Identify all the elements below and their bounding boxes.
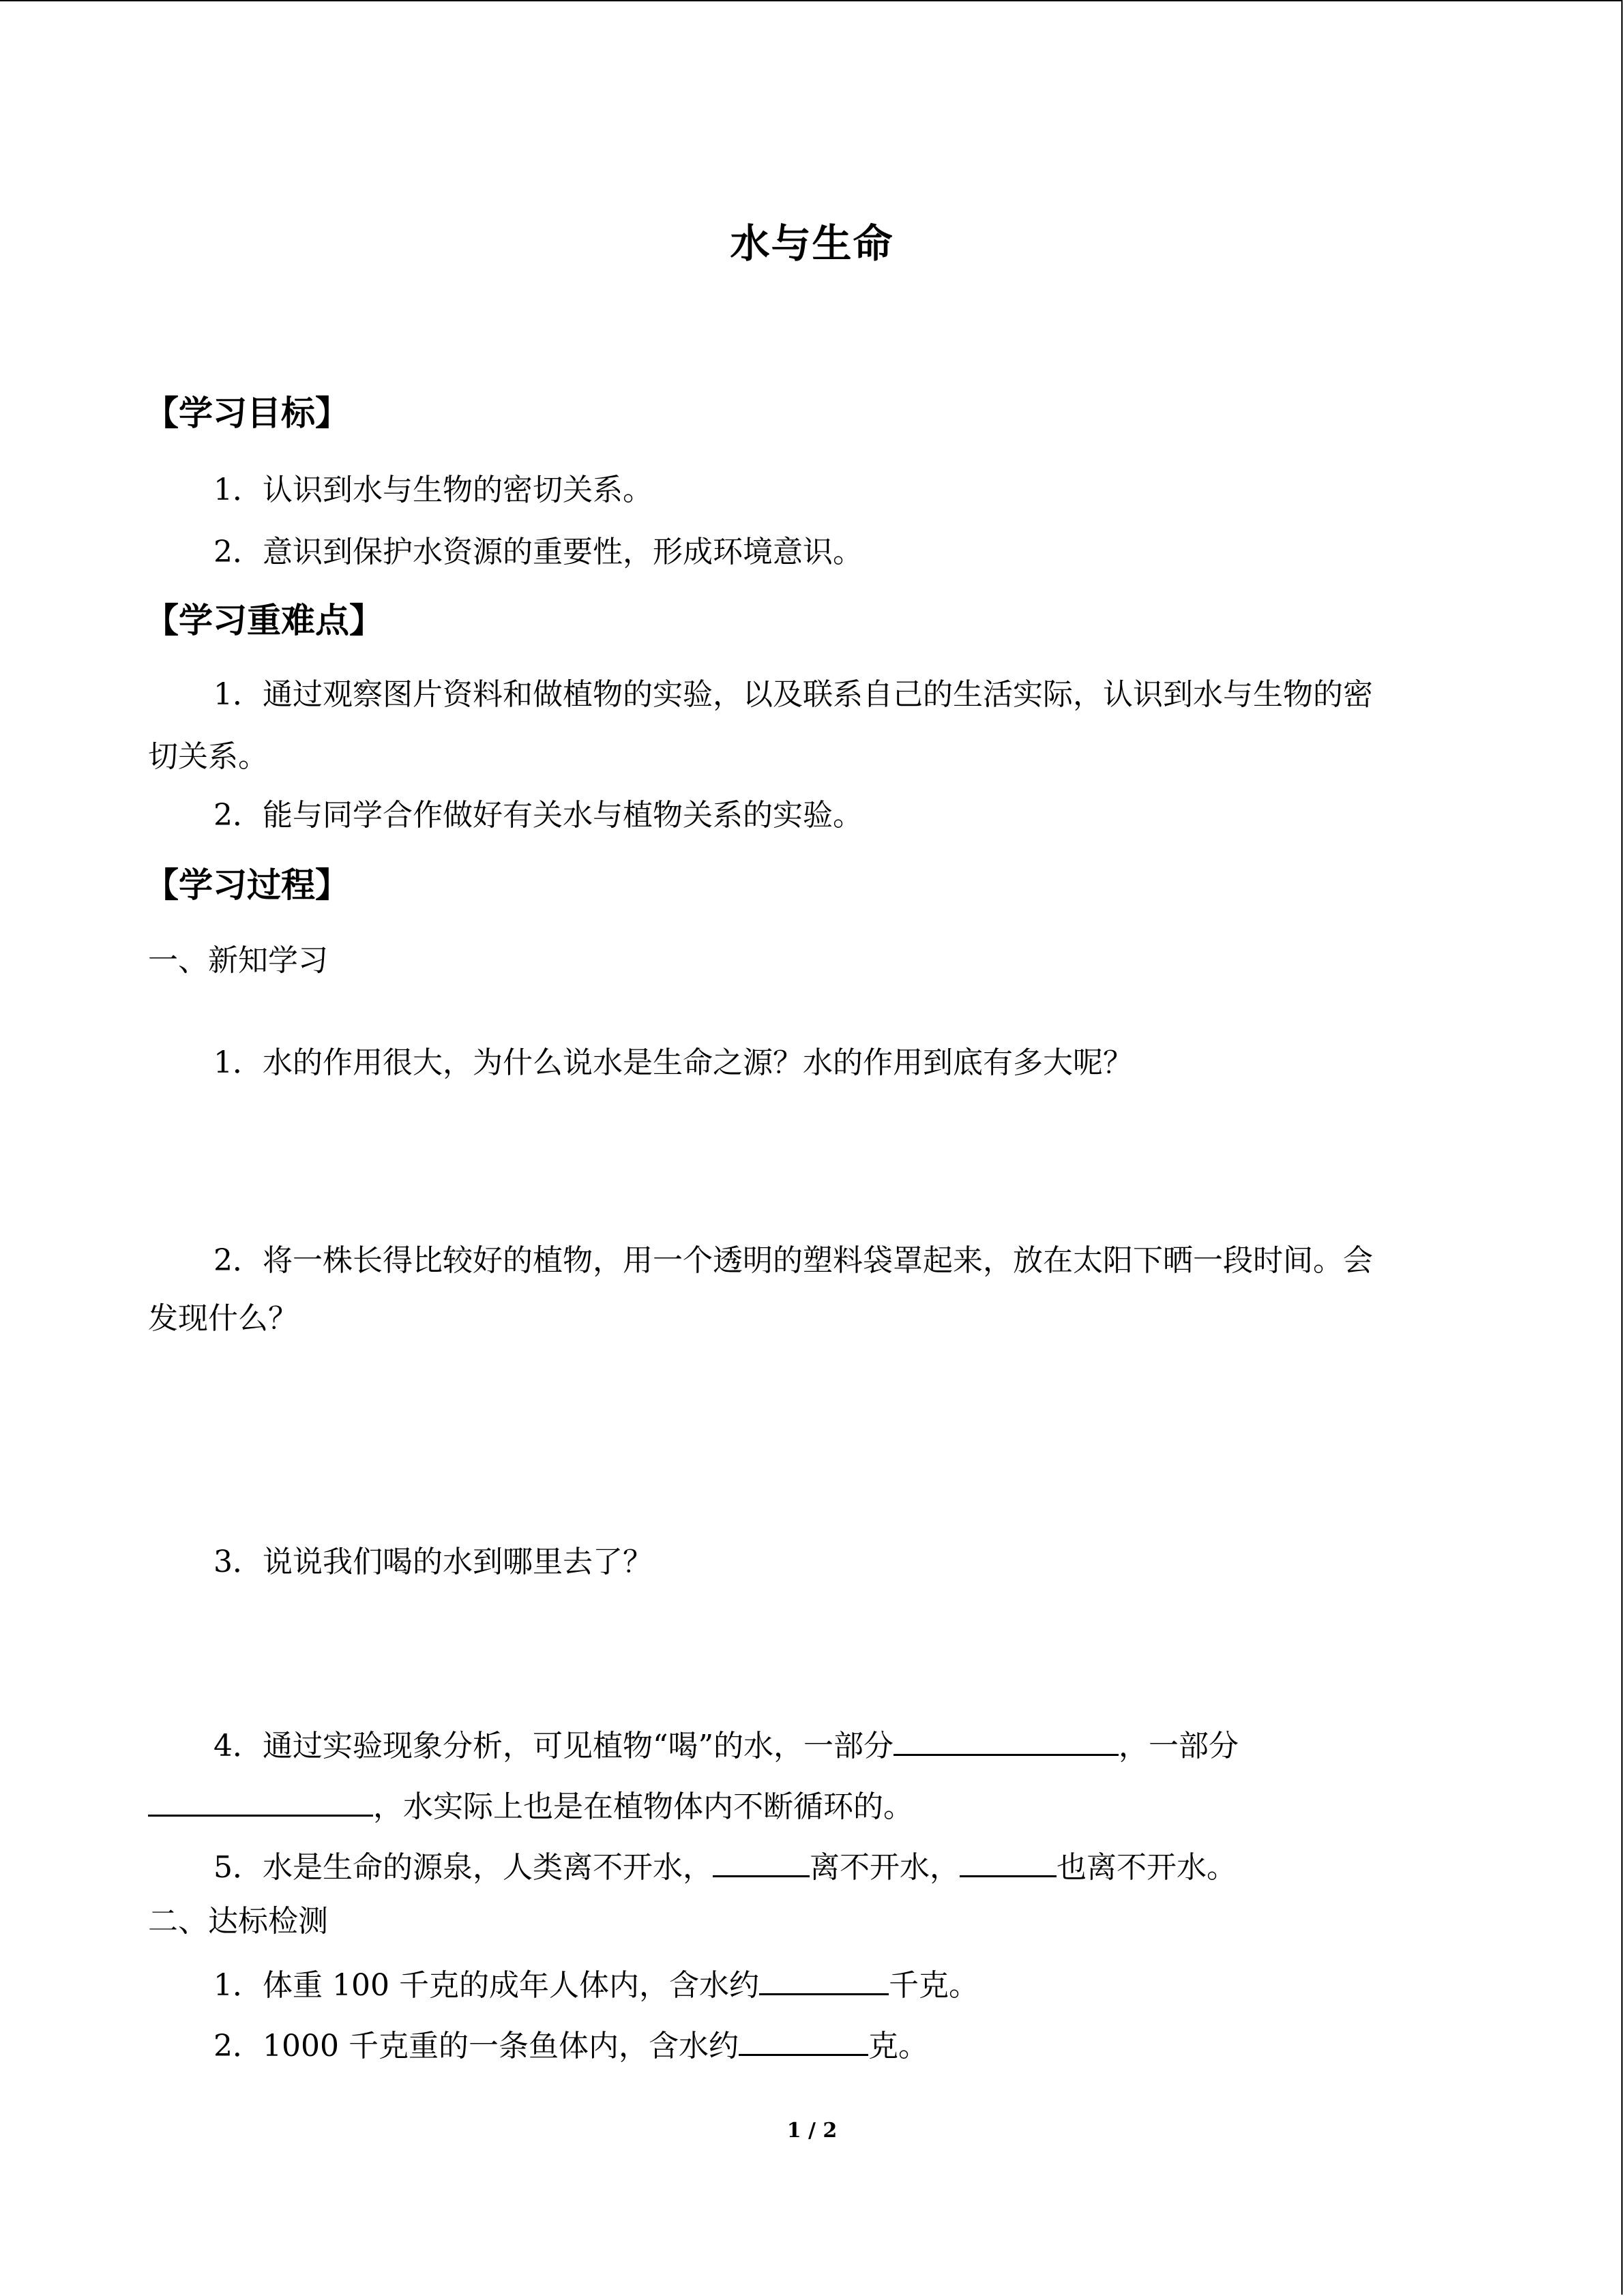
key-point-item-2: 2．能与同学合作做好有关水与植物关系的实验。: [213, 798, 863, 833]
question-5: [213, 1848, 1237, 1883]
page-title: 水与生命: [730, 220, 894, 267]
question-2-line-1: 2．将一株长得比较好的植物，用一个透明的塑料袋罩起来，放在太阳下晒一段时间。会: [213, 1243, 1373, 1278]
question-4-text-c: ，水实际上也是在植物体内不断循环的。: [373, 1789, 913, 1824]
objective-item-2: 2．意识到保护水资源的重要性，形成环境意识。: [213, 535, 863, 569]
part2-title: 二、达标检测: [148, 1904, 328, 1939]
question-5-text-a: 5．水是生命的源泉，人类离不开水，: [213, 1850, 713, 1885]
objective-item-1: 1．认识到水与生物的密切关系。: [213, 473, 653, 507]
key-points-heading: 【学习重难点】: [145, 601, 383, 640]
process-heading: 【学习过程】: [145, 865, 349, 905]
question-5-text-b: 离不开水，: [810, 1850, 960, 1885]
test-1-text-b: 千克。: [888, 1968, 979, 2003]
part1-title: 一、新知学习: [148, 943, 328, 978]
question-5-text-c: 也离不开水。: [1057, 1850, 1237, 1885]
answer-blank-5a[interactable]: [713, 1848, 810, 1877]
test-2: [213, 2027, 928, 2061]
key-point-item-1-line-2: 切关系。: [148, 739, 268, 774]
question-4-text-b: ，一部分: [1118, 1729, 1239, 1763]
test-2-text-b: 克。: [868, 2029, 928, 2063]
question-4-text-a: 4．通过实验现象分析，可见植物“喝”的水，一部分: [213, 1729, 894, 1763]
key-point-item-1-line-1: 1．通过观察图片资料和做植物的实验，以及联系自己的生活实际，认识到水与生物的密: [213, 677, 1373, 712]
answer-blank-4a[interactable]: [894, 1727, 1119, 1756]
question-3: 3．说说我们喝的水到哪里去了？: [213, 1545, 653, 1579]
test-1: [213, 1966, 979, 2001]
answer-blank-4b[interactable]: [148, 1787, 373, 1817]
answer-blank-t2[interactable]: [739, 2027, 868, 2056]
objectives-heading: 【学习目标】: [145, 393, 349, 433]
test-1-text-a: 1．体重 100 千克的成年人体内，含水约: [213, 1968, 759, 2003]
question-1: 1．水的作用很大，为什么说水是生命之源？水的作用到底有多大呢？: [213, 1045, 1133, 1080]
answer-blank-t1[interactable]: [759, 1966, 889, 1995]
question-2-line-2: 发现什么？: [148, 1301, 298, 1336]
question-4-line-1: [213, 1727, 1239, 1761]
page-number: 1 / 2: [786, 2119, 838, 2143]
answer-blank-5b[interactable]: [960, 1848, 1057, 1877]
question-4-line-2: [148, 1787, 913, 1822]
test-2-text-a: 2．1000 千克重的一条鱼体内，含水约: [213, 2029, 739, 2063]
